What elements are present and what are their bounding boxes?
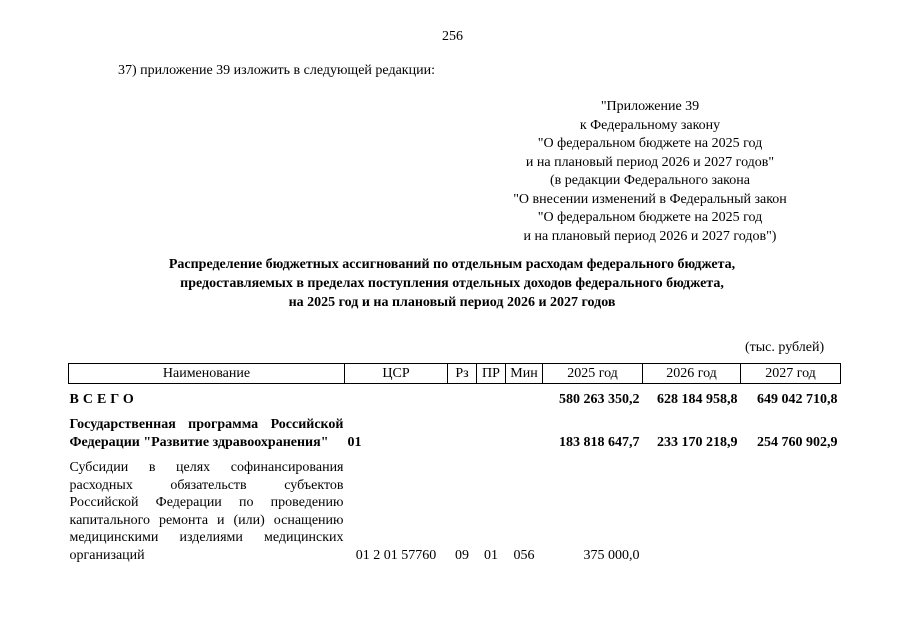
header-name: Наименование	[69, 364, 345, 384]
table-row	[69, 459, 841, 564]
appendix-line: и на плановый период 2026 и 2027 годов"	[525, 154, 775, 170]
header-csr: ЦСР	[345, 364, 448, 384]
subsidy-rz: 09	[455, 548, 469, 563]
title-line: на 2025 год и на плановый период 2026 и 2027 годов	[288, 295, 616, 310]
appendix-line: и на плановый период 2026 и 2027 годов")	[523, 228, 777, 244]
subsidy-2027	[741, 459, 841, 564]
total-2026: 628 184 958,8	[657, 392, 738, 407]
subsidy-2026	[643, 459, 741, 564]
appendix-line: (в редакции Федерального закона	[550, 173, 750, 188]
program-csr: 01	[347, 435, 362, 450]
header-2026: 2026 год	[643, 364, 741, 384]
header-min: Мин	[506, 364, 543, 384]
units-label: (тыс. рублей)	[745, 340, 825, 355]
subsidy-csr: 01 2 01 57760	[355, 548, 437, 563]
appendix-header	[480, 98, 820, 246]
total-2027: 649 042 710,8	[757, 392, 838, 407]
amendment-instruction: 37) приложение 39 изложить в следующей редакции:	[118, 63, 435, 78]
table-header-row	[69, 364, 841, 384]
program-2025: 183 818 647,7	[559, 435, 640, 450]
total-name: ВСЕГО	[69, 392, 138, 407]
program-name: Государственная программа Российской Федерации "Развитие здравоохранения"	[69, 417, 344, 450]
subsidy-2025: 375 000,0	[583, 548, 640, 563]
subsidy-pr: 01	[484, 548, 498, 563]
appendix-line: "О федеральном бюджете на 2025 год	[537, 136, 763, 151]
total-2025: 580 263 350,2	[559, 392, 640, 407]
header-2027: 2027 год	[741, 364, 841, 384]
title-line: Распределение бюджетных ассигнований по отдельным расходам федерального бюджета,	[168, 257, 736, 272]
program-2027: 254 760 902,9	[757, 435, 838, 450]
header-2025: 2025 год	[543, 364, 643, 384]
appendix-line: "О федеральном бюджете на 2025 год	[537, 210, 763, 225]
table-row	[69, 416, 841, 451]
document-title	[90, 255, 814, 312]
title-line: предоставляемых в пределах поступления отдельных доходов федерального бюджета,	[180, 276, 724, 291]
page-number: 256	[442, 29, 463, 44]
header-rz: Рз	[448, 364, 477, 384]
subsidy-name: Субсидии в целях софинансирования расходных обязательств субъектов Российской Федерации по проведению капитального ремонта и (или) оснащению медицинскими изделиями медицинских организаций	[69, 460, 344, 563]
budget-table	[68, 363, 841, 564]
appendix-line: "О внесении изменений в Федеральный закон	[513, 191, 787, 207]
appendix-line: "Приложение 39	[600, 99, 700, 114]
subsidy-min: 056	[513, 548, 535, 563]
appendix-line: к Федеральному закону	[579, 117, 721, 133]
total-row	[69, 392, 841, 408]
header-pr: ПР	[477, 364, 506, 384]
program-2026: 233 170 218,9	[657, 435, 738, 450]
